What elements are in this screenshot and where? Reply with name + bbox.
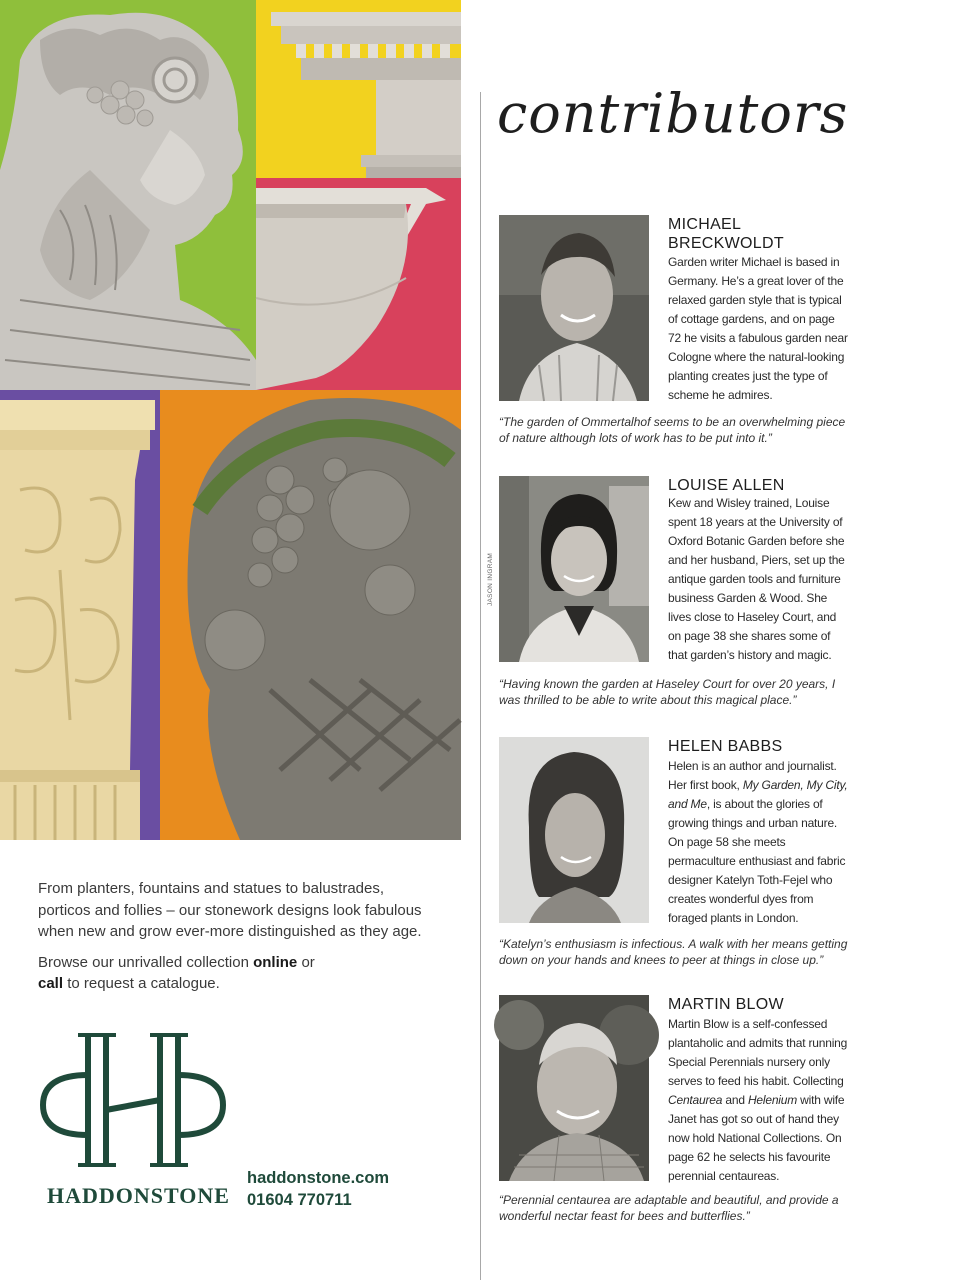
contributor-quote: “Katelyn’s enthusiasm is infectious. A walk with her means getting down on your hands and knees to peer at things in close up.” xyxy=(499,937,848,967)
contributor-quote: “Perennial centaurea are adaptable and beautiful, and provide a wonderful nectar feast for bees and butterflies.” xyxy=(499,1193,839,1223)
contributor-bio xyxy=(668,757,848,928)
cta-text-end: to request a catalogue. xyxy=(63,975,220,992)
genus-name: Centaurea xyxy=(668,1093,723,1107)
fruit-planter-image xyxy=(160,390,461,840)
contributor-quote: “The garden of Ommertalhof seems to be an overwhelming piece of nature although lots of work has to be put into it.” xyxy=(499,415,846,445)
contributor-name: HELEN BABBS xyxy=(668,738,783,755)
advert-contact xyxy=(247,1167,389,1211)
cornice-image xyxy=(256,0,461,178)
advert-tagline: From planters, fountains and statues to balustrades, porticos and follies – our stonework designs look fabulous when new and grow ever-more distinguished as they age. xyxy=(38,880,422,940)
book-title: My Garden, My City, and Me xyxy=(668,778,848,811)
page-title: contributors xyxy=(497,82,849,145)
haddonstone-wordmark: HADDONSTONE xyxy=(47,1183,230,1208)
photo-credit: JASON INGRAM xyxy=(487,552,494,606)
phone-number: 01604 770711 xyxy=(247,1191,352,1209)
online-link[interactable]: online xyxy=(253,953,298,971)
contributor-photo xyxy=(499,995,649,1181)
bio-text: Helen is an author and journalist. Her first book, xyxy=(668,759,837,792)
column-divider xyxy=(480,92,481,1280)
contributor-bio: Kew and Wisley trained, Louise spent 18 years at the University of Oxford Botanic Garden before she and her husband, Piers, set up the antique garden tools and furniture business Garden & Wood. She lives close to Haseley Court, and on page 38 she shares some of that garden’s history and magic. xyxy=(668,496,845,662)
contributor-bio: Garden writer Michael is based in Germany. He’s a great lover of the relaxed garden style that is typical of cottage gardens, and on page 72 he visits a fabulous garden near Cologne where the natural-looking planting creates just the type of scheme he admires. xyxy=(668,255,848,402)
contributor-name: MICHAEL BRECKWOLDT xyxy=(668,216,784,252)
bio-text: , is about the glories of growing things and urban nature. On page 58 she meets permaculture enthusiast and fabric designer Katelyn Toth-Fejel who creates wonderful dyes from foraged plants in London. xyxy=(668,797,846,925)
bio-text: Martin Blow is a self-confessed plantaholic and admits that running Special Perennials nursery only serves to feed his habit. Collecting xyxy=(668,1017,848,1088)
contributor-name: MARTIN BLOW xyxy=(668,996,784,1013)
contributor-photo xyxy=(499,737,649,923)
advert-copy xyxy=(38,878,438,1004)
urn-image xyxy=(256,178,461,390)
contributor-quote: “Having known the garden at Haseley Court for over 20 years, I was thrilled to be able to write about this magical place.” xyxy=(499,677,836,707)
stonework-collage xyxy=(0,0,461,840)
call-link[interactable]: call xyxy=(38,975,64,992)
bio-text: and xyxy=(722,1093,748,1107)
haddonstone-advert xyxy=(0,0,461,1280)
contributor-photo xyxy=(499,215,649,401)
contributor-name: LOUISE ALLEN xyxy=(668,477,785,494)
haddonstone-monogram-logo xyxy=(38,1030,228,1170)
bacchus-statue-image xyxy=(0,0,256,390)
genus-name: Helenium xyxy=(747,1093,798,1107)
cta-text-or: or xyxy=(297,953,315,971)
contributor-photo xyxy=(487,476,649,662)
contributor-bio xyxy=(668,1015,848,1186)
bio-text: with wife Janet has got so out of hand they now hold National Collections. On page 62 he selects his favourite perennial centaureas. xyxy=(668,1093,845,1183)
column-pedestal-image xyxy=(0,390,160,840)
website-link[interactable]: haddonstone.com xyxy=(247,1169,390,1187)
cta-text-start: Browse our unrivalled collection xyxy=(38,953,254,971)
advert-call-to-action xyxy=(38,952,438,995)
